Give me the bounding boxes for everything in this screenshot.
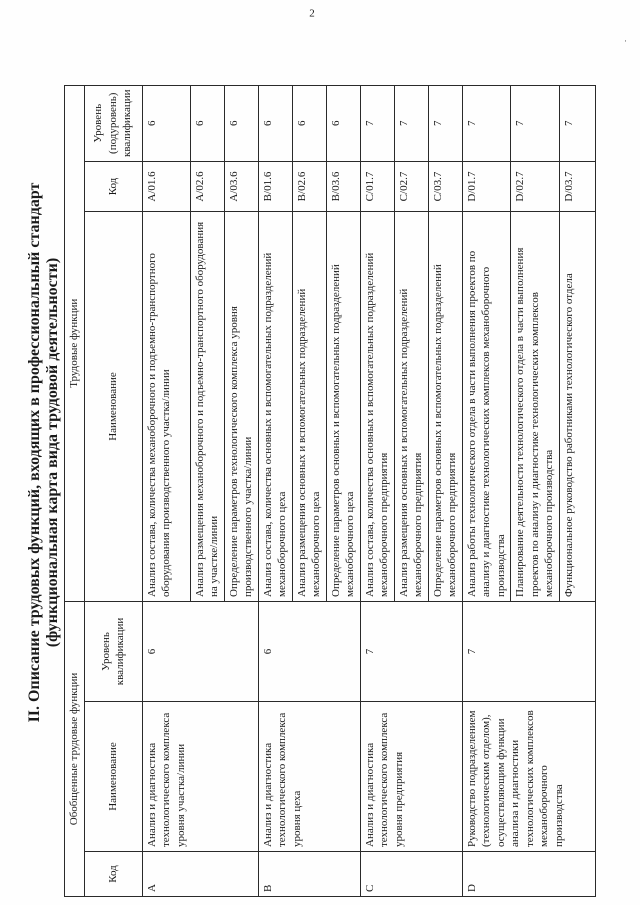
function-code: D/02.7 bbox=[511, 162, 560, 212]
function-code: A/03.6 bbox=[224, 162, 258, 212]
section-subtitle: (функциональная карта вида трудовой деятельности) bbox=[44, 257, 61, 648]
group-code: C bbox=[360, 852, 462, 897]
function-level: 7 bbox=[428, 85, 462, 161]
group-level: 6 bbox=[258, 602, 360, 702]
group-name: Анализ и диагностика технологического комплекса уровня участка/линии bbox=[142, 702, 258, 852]
group-code: B bbox=[258, 852, 360, 897]
function-code: B/03.6 bbox=[326, 162, 360, 212]
function-level: 7 bbox=[394, 85, 428, 161]
function-code: A/01.6 bbox=[142, 162, 190, 212]
function-name: Анализ состава, количества основных и вспомогательных подразделений механоборочного предприятия bbox=[360, 212, 394, 602]
header-sublevel: Уровень (подуровень) квалификации bbox=[84, 85, 142, 161]
function-code: A/02.6 bbox=[190, 162, 224, 212]
function-name: Анализ работы технологического отдела в части выполнения проектов по анализу и диагностике технологических комплексов механоборочного производства bbox=[462, 212, 511, 602]
header-function-name: Наименование bbox=[84, 212, 142, 602]
group-code: A bbox=[142, 852, 258, 897]
function-name: Определение параметров основных и вспомогательных подразделений механоборочного предприятия bbox=[428, 212, 462, 602]
function-level: 6 bbox=[224, 85, 258, 161]
function-name: Анализ размещения основных и вспомогательных подразделений механоборочного предприятия bbox=[394, 212, 428, 602]
function-level: 6 bbox=[258, 85, 292, 161]
header-name: Наименование bbox=[84, 702, 142, 852]
function-code: C/02.7 bbox=[394, 162, 428, 212]
table-row bbox=[360, 85, 394, 896]
table-row bbox=[142, 85, 190, 896]
header-function-code: Код bbox=[84, 162, 142, 212]
section-title: II. Описание трудовых функций, входящих в профессиональный стандарт bbox=[26, 182, 43, 723]
function-code: C/03.7 bbox=[428, 162, 462, 212]
function-code: B/01.6 bbox=[258, 162, 292, 212]
group-level: 6 bbox=[142, 602, 258, 702]
function-level: 6 bbox=[326, 85, 360, 161]
function-level: 7 bbox=[559, 85, 595, 161]
function-level: 6 bbox=[292, 85, 326, 161]
function-name: Анализ размещения механоборочного и подъемно-транспортного оборудования на участке/линии bbox=[190, 212, 224, 602]
function-code: D/01.7 bbox=[462, 162, 511, 212]
table-row bbox=[258, 85, 292, 896]
function-code: D/03.7 bbox=[559, 162, 595, 212]
header-level: Уровень квалификации bbox=[84, 602, 142, 702]
function-name: Определение параметров основных и вспомогательных подразделений механоборочного цеха bbox=[326, 212, 360, 602]
header-generalized-functions: Обобщенные трудовые функции bbox=[65, 602, 85, 897]
header-code: Код bbox=[84, 852, 142, 897]
function-level: 6 bbox=[142, 85, 190, 161]
function-code: C/01.7 bbox=[360, 162, 394, 212]
table-row bbox=[462, 85, 511, 896]
function-name: Определение параметров технологического комплекса уровня производственного участка/линии bbox=[224, 212, 258, 602]
group-name: Анализ и диагностика технологического комплекса уровня предприятия bbox=[360, 702, 462, 852]
scan-mark: · bbox=[624, 36, 627, 46]
function-level: 7 bbox=[511, 85, 560, 161]
header-labor-functions: Трудовые функции bbox=[65, 85, 85, 601]
group-level: 7 bbox=[462, 602, 595, 702]
function-name: Анализ состава, количества основных и вспомогательных подразделений механоборочного цеха bbox=[258, 212, 292, 602]
group-name: Анализ и диагностика технологического комплекса уровня цеха bbox=[258, 702, 360, 852]
function-name: Функциональное руководство работниками технологического отдела bbox=[559, 212, 595, 602]
function-name: Анализ размещения основных и вспомогательных подразделений механоборочного цеха bbox=[292, 212, 326, 602]
page-number: 2 bbox=[309, 7, 315, 20]
function-name: Планирование деятельности технологического отдела в части выполнения проектов по анализу и диагностике технологических комплексов механоборочного производства bbox=[511, 212, 560, 602]
function-level: 7 bbox=[462, 85, 511, 161]
group-level: 7 bbox=[360, 602, 462, 702]
function-level: 7 bbox=[360, 85, 394, 161]
group-code: D bbox=[462, 852, 595, 897]
function-code: B/02.6 bbox=[292, 162, 326, 212]
function-name: Анализ состава, количества механоборочного и подъемно-транспортного оборудования производственного участка/линии bbox=[142, 212, 190, 602]
function-level: 6 bbox=[190, 85, 224, 161]
functional-map-table bbox=[64, 85, 596, 897]
group-name: Руководство подразделением (технологическим отделом), осуществляющим функции анализа и диагностики технологических комплексов механоборочного производства bbox=[462, 702, 595, 852]
